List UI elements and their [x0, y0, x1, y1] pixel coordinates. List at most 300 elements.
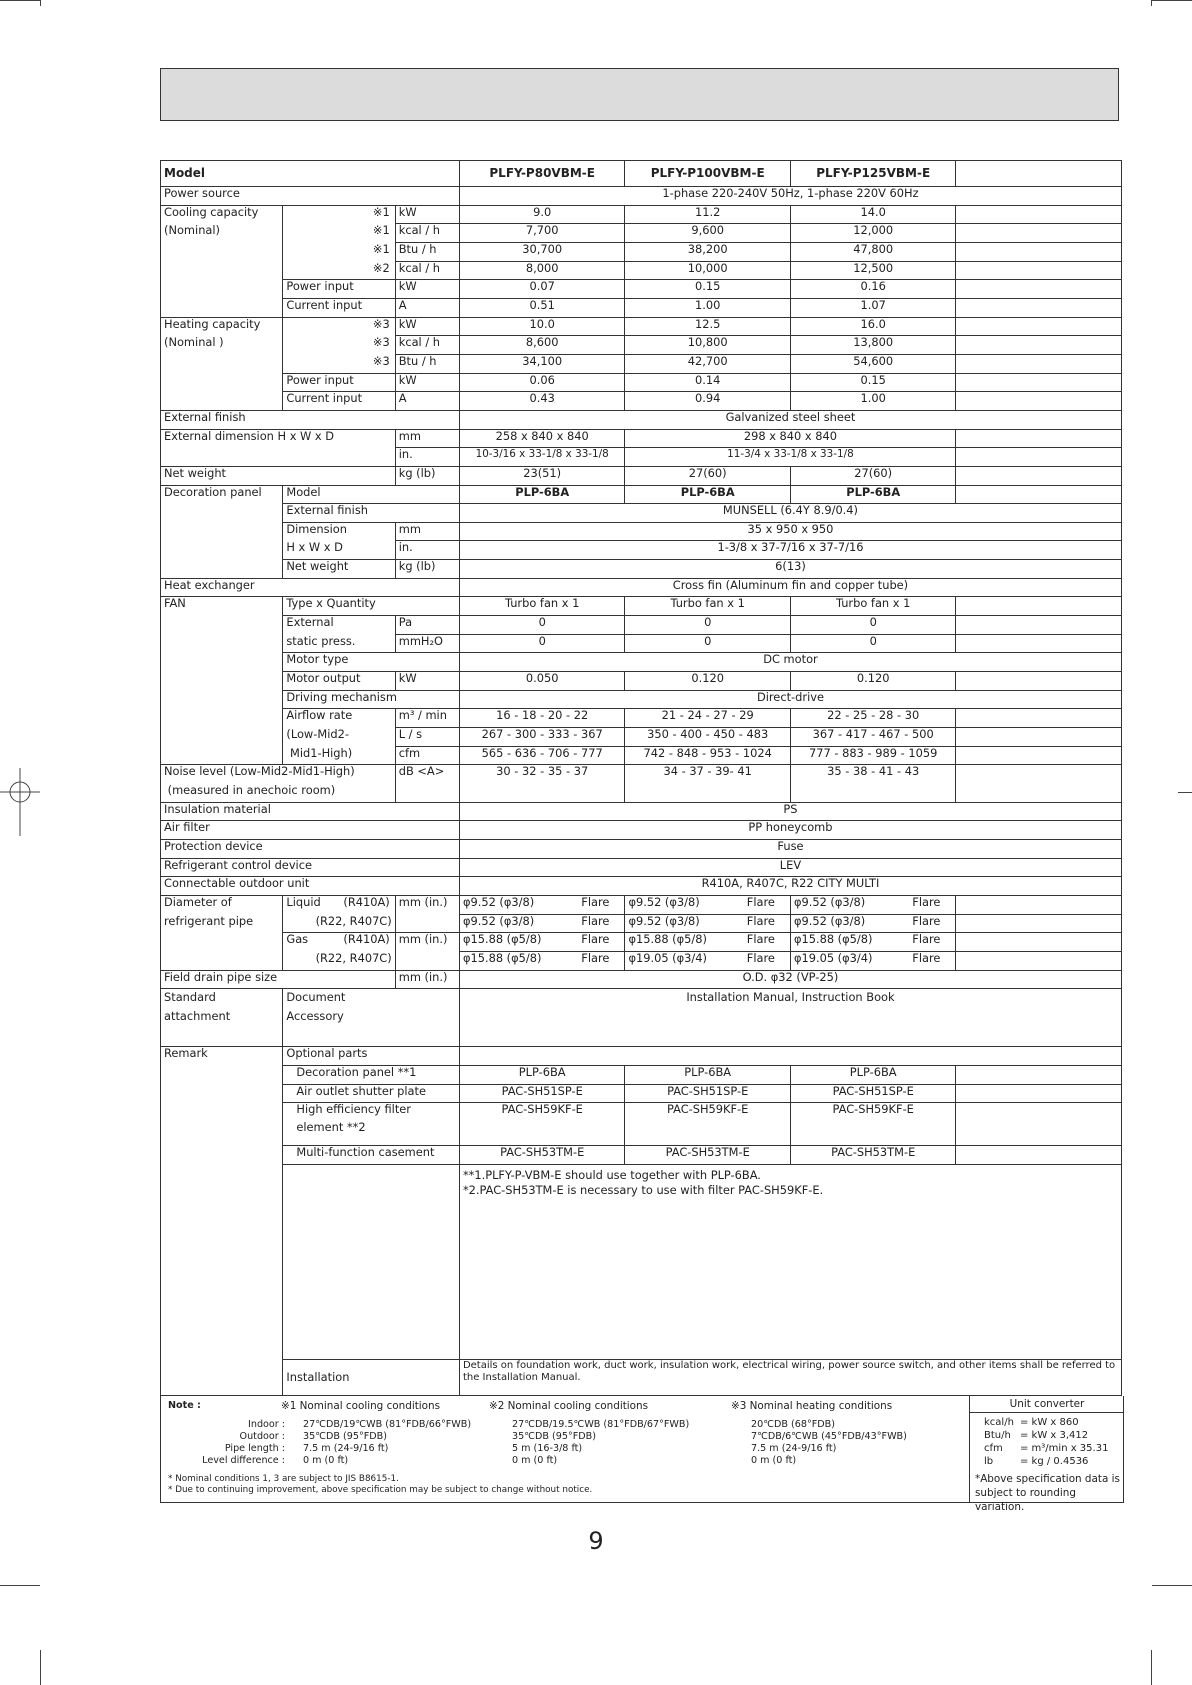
value: 565 - 636 - 706 - 777: [459, 746, 625, 765]
pipe-size: φ9.52 (φ3/8): [793, 895, 866, 909]
value: 0: [790, 634, 956, 653]
row-label: H x W x D: [283, 541, 395, 560]
model-header: Model: [161, 161, 460, 187]
crop-mark: [40, 0, 41, 6]
empty-cell: [956, 746, 1122, 765]
empty-cell: [956, 242, 1122, 261]
condition-values: [512, 1419, 689, 1467]
row-label: Type x Quantity: [283, 597, 460, 616]
pipe-size: φ19.05 (φ3/4): [793, 951, 873, 965]
note-mark: ※3: [372, 335, 390, 350]
value: 0.16: [790, 280, 956, 299]
value: 30,700: [459, 242, 625, 261]
fan-row: [161, 672, 1122, 691]
unit: kcal / h: [395, 224, 459, 243]
drain-row: [161, 970, 1122, 989]
pipe-size: φ15.88 (φ5/8): [793, 932, 873, 947]
crop-mark: [1151, 1650, 1152, 1685]
remark-note: **1.PLFY-P-VBM-E should use together with PLP-6BA.: [462, 1168, 761, 1182]
heating-power-row: [161, 373, 1122, 392]
value: 16 - 18 - 20 - 22: [459, 709, 625, 728]
unit: L / s: [395, 728, 459, 747]
value: PAC-SH51SP-E: [790, 1084, 956, 1103]
condition-title: ※1 Nominal cooling conditions: [281, 1400, 441, 1412]
row-value: 1-phase 220-240V 50Hz, 1-phase 220V 60Hz: [459, 187, 1121, 206]
value: PAC-SH59KF-E: [459, 1103, 625, 1146]
model-name: PLFY-P100VBM-E: [625, 161, 791, 187]
value: 258 x 840 x 840: [459, 429, 625, 448]
insulation-row: [161, 802, 1122, 821]
converter-note-line: *Above specification data is: [975, 1473, 1120, 1485]
value: 0.51: [459, 298, 625, 317]
flare-label: Flare: [581, 932, 610, 947]
unit: kcal / h: [395, 336, 459, 355]
installation-label: Installation: [283, 1360, 460, 1396]
external-finish-row: [161, 410, 1122, 429]
empty-cell: [956, 466, 1122, 485]
row-value: DC motor: [459, 653, 1121, 672]
header-banner: [160, 68, 1119, 121]
accessory-label: Accessory: [286, 1009, 344, 1024]
converter-formula: = kW x 860: [1020, 1417, 1079, 1428]
flare-label: Flare: [912, 932, 941, 947]
row-label: Mid1-High): [283, 746, 395, 765]
cooling-row: [161, 242, 1122, 261]
row-label: (Nominal ): [161, 336, 283, 355]
remark-notes-row: [161, 1165, 1122, 1360]
unit: kW: [395, 280, 459, 299]
unit: in.: [395, 448, 459, 467]
document-label: Document: [286, 990, 346, 1005]
value: 47,800: [790, 242, 956, 261]
protection-row: [161, 839, 1122, 858]
empty-cell: [956, 280, 1122, 299]
row-value: 1-3/8 x 37-7/16 x 37-7/16: [459, 541, 1121, 560]
value: 10,000: [625, 261, 791, 280]
value: 0.120: [625, 672, 791, 691]
pipe-size: φ19.05 (φ3/4): [628, 951, 707, 965]
row-value: R410A, R407C, R22 CITY MULTI: [459, 877, 1121, 896]
value: 9.0: [459, 205, 625, 224]
empty-cell: [956, 634, 1122, 653]
pipe-size: φ9.52 (φ3/8): [793, 914, 866, 928]
pipe-size: φ9.52 (φ3/8): [462, 895, 535, 909]
empty-cell: [956, 392, 1122, 411]
note-mark: ※1: [372, 242, 390, 256]
unit: kW: [395, 373, 459, 392]
empty-cell: [956, 224, 1122, 243]
crop-mark: [0, 0, 40, 1]
unit: kg (lb): [395, 560, 459, 579]
airflow-row: [161, 728, 1122, 747]
condition-value: 35℃DB (95°FDB): [303, 1431, 387, 1442]
crop-mark: [1151, 0, 1152, 6]
row-label: Connectable outdoor unit: [161, 877, 460, 896]
row-value: Galvanized steel sheet: [459, 410, 1121, 429]
condition-label: Pipe length :: [224, 1443, 285, 1454]
unit: Btu / h: [395, 242, 459, 261]
value: PAC-SH53TM-E: [790, 1145, 956, 1164]
crop-mark: [0, 1585, 40, 1586]
row-label: Heat exchanger: [161, 578, 460, 597]
condition-value: 7.5 m (24-9/16 ft): [303, 1443, 389, 1454]
air-filter-row: [161, 821, 1122, 840]
flare-label: Flare: [746, 895, 775, 909]
value: 1.07: [790, 298, 956, 317]
part-label: Multi-function casement: [283, 1145, 460, 1164]
empty-cell: [956, 354, 1122, 373]
pipe-size: φ9.52 (φ3/8): [628, 895, 700, 909]
value: 0.15: [790, 373, 956, 392]
empty-cell: [956, 298, 1122, 317]
value: 777 - 883 - 989 - 1059: [790, 746, 956, 765]
flare-label: Flare: [912, 895, 941, 909]
condition-title: ※3 Nominal heating conditions: [731, 1400, 893, 1412]
converter-note-line: subject to rounding variation.: [975, 1487, 1076, 1513]
value: 8,000: [459, 261, 625, 280]
pipe-row: [161, 895, 1122, 914]
empty-cell: [956, 373, 1122, 392]
empty-cell: [956, 336, 1122, 355]
row-value: 35 x 950 x 950: [459, 522, 1121, 541]
value: 34 - 37 - 39- 41: [625, 765, 791, 784]
value: 54,600: [790, 354, 956, 373]
value: 9,600: [625, 224, 791, 243]
converter-unit: lb: [984, 1456, 994, 1467]
row-label: Dimension: [283, 522, 395, 541]
footnote: * Due to continuing improvement, above specification may be subject to change without notice.: [168, 1485, 593, 1495]
outdoor-unit-row: [161, 877, 1122, 896]
flare-label: Flare: [746, 951, 775, 965]
value: 12,000: [790, 224, 956, 243]
crop-mark: [1178, 792, 1192, 793]
row-label: Airflow rate: [283, 709, 395, 728]
empty-cell: [956, 317, 1122, 336]
row-label: External finish: [283, 504, 460, 523]
value: 10-3/16 x 33-1/8 x 33-1/8: [459, 448, 625, 467]
value: 1.00: [790, 392, 956, 411]
row-value: Installation Manual, Instruction Book: [686, 990, 895, 1005]
unit-converter: [969, 1396, 1124, 1513]
empty-cell: [956, 1084, 1122, 1103]
value: 27(60): [625, 466, 791, 485]
refrigerant-control-row: [161, 858, 1122, 877]
flare-label: Flare: [746, 932, 775, 947]
row-label: Noise level (Low-Mid2-Mid1-High): [161, 765, 396, 784]
value: 34,100: [459, 354, 625, 373]
power-source-row: [161, 187, 1122, 206]
cooling-power-row: [161, 280, 1122, 299]
row-label: Air filter: [161, 821, 460, 840]
value: 42,700: [625, 354, 791, 373]
converter-formula: = kW x 3,412: [1020, 1430, 1089, 1441]
value: 350 - 400 - 450 - 483: [625, 728, 791, 747]
unit: dB <A>: [395, 765, 459, 784]
value: 0: [459, 634, 625, 653]
condition-value: 27℃DB/19.5℃WB (81°FDB/67°FWB): [512, 1419, 690, 1430]
value: 1.00: [625, 298, 791, 317]
value: PLP-6BA: [625, 1065, 791, 1084]
unit: cfm: [395, 746, 459, 765]
unit: kg (lb): [395, 466, 459, 485]
value: PAC-SH51SP-E: [459, 1084, 625, 1103]
empty-cell: [956, 597, 1122, 616]
flare-label: Flare: [912, 914, 941, 928]
value: 0: [625, 616, 791, 635]
unit: mm: [395, 429, 459, 448]
heating-row: [161, 354, 1122, 373]
condition-label: Level difference :: [202, 1455, 285, 1466]
value: 0.15: [625, 280, 791, 299]
row-label: Driving mechanism: [283, 690, 460, 709]
external-dimension-row: [161, 448, 1122, 467]
pipe-type: Liquid: [286, 895, 321, 909]
value: 0.07: [459, 280, 625, 299]
value: Turbo fan x 1: [790, 597, 956, 616]
converter-row: [984, 1442, 1108, 1455]
row-value: Cross fin (Aluminum fin and copper tube): [459, 578, 1121, 597]
optional-part-row: [161, 1084, 1122, 1103]
value: PAC-SH51SP-E: [625, 1084, 791, 1103]
empty-cell: [956, 429, 1122, 448]
empty-cell: [956, 205, 1122, 224]
condition-value: 5 m (16-3/8 ft): [512, 1443, 583, 1454]
converter-row: [984, 1429, 1108, 1442]
heat-exchanger-row: [161, 578, 1122, 597]
pipe-row: [161, 933, 1122, 952]
flare-label: Flare: [581, 895, 610, 909]
empty-cell: [956, 1145, 1122, 1164]
row-label: Standard: [164, 990, 216, 1005]
value: PAC-SH59KF-E: [625, 1103, 791, 1146]
value: 0.06: [459, 373, 625, 392]
pipe-size: φ15.88 (φ5/8): [462, 951, 542, 965]
note-mark: ※1: [372, 205, 390, 219]
unit: A: [395, 298, 459, 317]
unit: mm (in.): [395, 970, 459, 989]
condition-values: [751, 1419, 907, 1467]
note-mark: ※2: [372, 261, 390, 275]
value: 0.94: [625, 392, 791, 411]
row-label: (Low-Mid2-: [283, 728, 395, 747]
unit: kW: [395, 317, 459, 336]
value: 0: [790, 616, 956, 635]
decoration-panel-row: [161, 522, 1122, 541]
pipe-row: [161, 914, 1122, 933]
refrigerant: (R410A): [343, 932, 390, 947]
unit: m³ / min: [395, 709, 459, 728]
value: 8,600: [459, 336, 625, 355]
external-dimension-row: [161, 429, 1122, 448]
empty-cell: [956, 616, 1122, 635]
empty-cell: [956, 709, 1122, 728]
value: PLP-6BA: [625, 485, 791, 504]
refrigerant: (R22, R407C): [283, 914, 395, 933]
optional-parts-label: Optional parts: [283, 1047, 460, 1066]
value: 16.0: [790, 317, 956, 336]
value: 23(51): [459, 466, 625, 485]
unit: Btu / h: [395, 354, 459, 373]
value: 10.0: [459, 317, 625, 336]
part-label: High efficiency filter: [296, 1102, 411, 1117]
row-label: (Nominal): [161, 224, 283, 243]
pipe-size: φ15.88 (φ5/8): [628, 932, 707, 947]
row-label: Field drain pipe size: [161, 970, 396, 989]
remark-note: *2.PAC-SH53TM-E is necessary to use with filter PAC-SH59KF-E.: [462, 1183, 824, 1197]
row-label: Motor output: [283, 672, 395, 691]
empty-cell: [956, 895, 1122, 914]
value: 267 - 300 - 333 - 367: [459, 728, 625, 747]
row-value: 6(13): [459, 560, 1121, 579]
condition-value: 0 m (0 ft): [303, 1455, 349, 1466]
unit-converter-title: Unit converter: [970, 1396, 1124, 1413]
unit: in.: [395, 541, 459, 560]
model-name: PLFY-P80VBM-E: [459, 161, 625, 187]
fan-row: [161, 616, 1122, 635]
row-label: Model: [283, 485, 460, 504]
value: 0: [459, 616, 625, 635]
empty-cell: [956, 914, 1122, 933]
condition-value: 0 m (0 ft): [512, 1455, 558, 1466]
row-label: attachment: [164, 1009, 231, 1024]
refrigerant: (R22, R407C): [283, 951, 395, 970]
crop-mark: [1152, 0, 1192, 1]
unit: A: [395, 392, 459, 411]
net-weight-row: [161, 466, 1122, 485]
model-name: PLFY-P125VBM-E: [790, 161, 956, 187]
value: 35 - 38 - 41 - 43: [790, 765, 956, 784]
row-label: (measured in anechoic room): [161, 784, 396, 803]
value: PAC-SH59KF-E: [790, 1103, 956, 1146]
row-label: Refrigerant control device: [161, 858, 460, 877]
decoration-panel-row: [161, 541, 1122, 560]
footnote: * Nominal conditions 1, 3 are subject to JIS B8615-1.: [168, 1474, 399, 1484]
unit: kW: [395, 672, 459, 691]
unit: mm (in.): [395, 933, 459, 952]
condition-labels: [161, 1419, 285, 1467]
unit: kcal / h: [395, 261, 459, 280]
empty-cell: [956, 485, 1122, 504]
empty-cell: [956, 951, 1122, 970]
condition-value: 7.5 m (24-9/16 ft): [751, 1443, 837, 1454]
installation-row: [161, 1360, 1122, 1396]
row-label: Net weight: [283, 560, 395, 579]
flare-label: Flare: [581, 951, 610, 965]
row-label: Insulation material: [161, 802, 460, 821]
row-label: Decoration panel: [161, 485, 283, 504]
spec-table: [160, 160, 1122, 1396]
registration-mark-icon: [0, 768, 40, 836]
part-label: Decoration panel **1: [283, 1065, 460, 1084]
empty-cell: [956, 765, 1122, 784]
decoration-panel-row: [161, 485, 1122, 504]
flare-label: Flare: [912, 951, 941, 965]
empty-cell: [956, 728, 1122, 747]
value: 0: [625, 634, 791, 653]
condition-value: 20℃DB (68°FDB): [751, 1419, 835, 1430]
converter-formula: = m³/min x 35.31: [1020, 1443, 1109, 1454]
row-label: Current input: [283, 392, 395, 411]
row-label: External dimension H x W x D: [161, 429, 396, 448]
value: 14.0: [790, 205, 956, 224]
cooling-current-row: [161, 298, 1122, 317]
condition-value: 7℃DB/6℃WB (45°FDB/43°FWB): [751, 1431, 907, 1442]
row-label: Protection device: [161, 839, 460, 858]
decoration-panel-row: [161, 560, 1122, 579]
flare-label: Flare: [581, 914, 610, 928]
empty-cell: [956, 672, 1122, 691]
optional-part-row: [161, 1103, 1122, 1146]
value: 21 - 24 - 27 - 29: [625, 709, 791, 728]
airflow-row: [161, 709, 1122, 728]
refrigerant: (R410A): [343, 895, 390, 909]
unit: mmH₂O: [395, 634, 459, 653]
value: 38,200: [625, 242, 791, 261]
optional-part-row: [161, 1145, 1122, 1164]
value: 742 - 848 - 953 - 1024: [625, 746, 791, 765]
condition-values: [303, 1419, 471, 1467]
unit: Pa: [395, 616, 459, 635]
value: PLP-6BA: [459, 1065, 625, 1084]
value: 7,700: [459, 224, 625, 243]
optional-part-row: [161, 1065, 1122, 1084]
converter-row: [984, 1455, 1108, 1468]
value: PAC-SH53TM-E: [625, 1145, 791, 1164]
row-value: PP honeycomb: [459, 821, 1121, 840]
converter-formula: = kg / 0.4536: [1020, 1456, 1089, 1467]
row-label: Power input: [283, 280, 395, 299]
value: 13,800: [790, 336, 956, 355]
row-label: Net weight: [161, 466, 396, 485]
noise-row: [161, 784, 1122, 803]
value: 367 - 417 - 467 - 500: [790, 728, 956, 747]
row-label: refrigerant pipe: [161, 914, 283, 933]
attachment-row: [161, 989, 1122, 1047]
note-mark: ※3: [372, 354, 390, 368]
noise-row: [161, 765, 1122, 784]
remark-row: [161, 1047, 1122, 1066]
row-label: Heating capacity: [161, 317, 283, 336]
fan-row: [161, 690, 1122, 709]
value: Turbo fan x 1: [459, 597, 625, 616]
unit: mm (in.): [395, 895, 459, 914]
row-label: Remark: [161, 1047, 283, 1066]
notes-block: [160, 1396, 1124, 1513]
value: 11-3/4 x 33-1/8 x 33-1/8: [625, 448, 956, 467]
empty-cell: [956, 161, 1122, 187]
value: 0.14: [625, 373, 791, 392]
row-label: Power source: [161, 187, 460, 206]
row-label: Diameter of: [161, 895, 283, 914]
empty-cell: [956, 448, 1122, 467]
empty-cell: [956, 1065, 1122, 1084]
value: 12,500: [790, 261, 956, 280]
condition-value: 0 m (0 ft): [751, 1455, 797, 1466]
part-label: Air outlet shutter plate: [283, 1084, 460, 1103]
converter-unit: Btu/h: [984, 1430, 1011, 1441]
empty-cell: [956, 1103, 1122, 1146]
note-mark: ※1: [372, 223, 390, 238]
note-mark: ※3: [372, 317, 390, 331]
cooling-row: [161, 205, 1122, 224]
unit: kW: [395, 205, 459, 224]
condition-value: 35℃DB (95°FDB): [512, 1431, 596, 1442]
value: PLP-6BA: [790, 485, 956, 504]
value: 0.050: [459, 672, 625, 691]
notes-title: Note :: [168, 1400, 201, 1411]
converter-rows: [984, 1416, 1108, 1468]
page-number: 9: [588, 1527, 604, 1555]
